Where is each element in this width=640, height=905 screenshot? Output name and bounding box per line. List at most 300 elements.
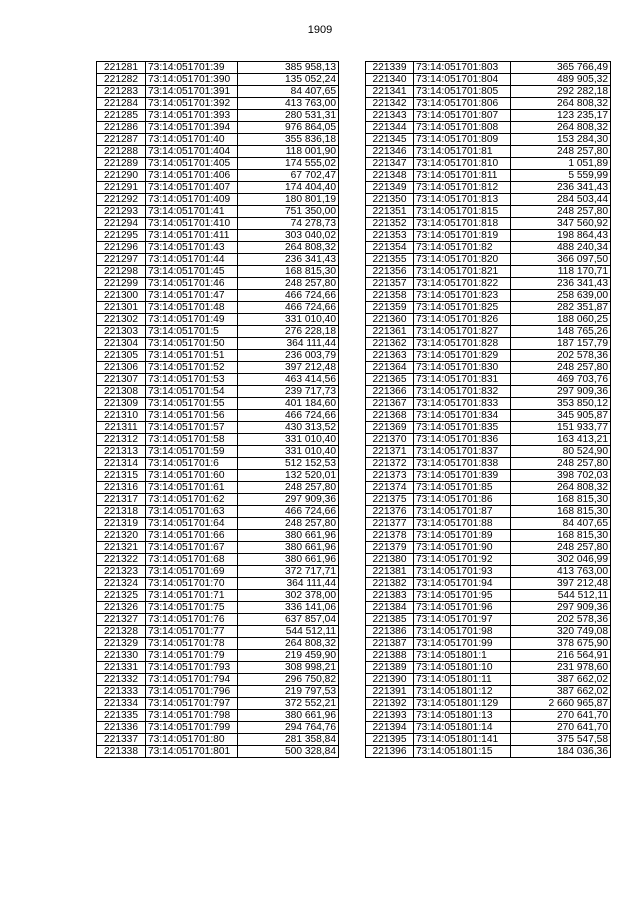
table-row xyxy=(366,218,611,230)
value-cell: 466 724,66 xyxy=(238,302,339,314)
row-number-cell: 221329 xyxy=(97,638,146,650)
value-cell: 544 512,11 xyxy=(238,626,339,638)
row-number-cell: 221340 xyxy=(366,74,414,86)
cadastral-number-cell: 73:14:051701:62 xyxy=(146,494,238,506)
table-row xyxy=(97,242,339,254)
value-cell: 219 459,90 xyxy=(238,650,339,662)
row-number-cell: 221392 xyxy=(366,698,414,710)
table-row xyxy=(97,170,339,182)
row-number-cell: 221366 xyxy=(366,386,414,398)
row-number-cell: 221309 xyxy=(97,398,146,410)
cadastral-number-cell: 73:14:051701:801 xyxy=(146,746,238,758)
row-number-cell: 221384 xyxy=(366,602,414,614)
cadastral-number-cell: 73:14:051701:43 xyxy=(146,242,238,254)
table-row xyxy=(366,278,611,290)
value-cell: 80 524,90 xyxy=(511,446,611,458)
table-row xyxy=(97,218,339,230)
cadastral-number-cell: 73:14:051701:98 xyxy=(414,626,511,638)
cadastral-number-cell: 73:14:051701:808 xyxy=(414,122,511,134)
cadastral-number-cell: 73:14:051701:78 xyxy=(146,638,238,650)
table-row xyxy=(366,146,611,158)
row-number-cell: 221351 xyxy=(366,206,414,218)
table-row xyxy=(97,362,339,374)
cadastral-number-cell: 73:14:051701:80 xyxy=(146,734,238,746)
table-row xyxy=(97,446,339,458)
value-cell: 282 351,87 xyxy=(511,302,611,314)
cadastral-number-cell: 73:14:051701:87 xyxy=(414,506,511,518)
row-number-cell: 221372 xyxy=(366,458,414,470)
row-number-cell: 221288 xyxy=(97,146,146,158)
row-number-cell: 221341 xyxy=(366,86,414,98)
table-row xyxy=(366,434,611,446)
table-row xyxy=(97,86,339,98)
row-number-cell: 221314 xyxy=(97,458,146,470)
row-number-cell: 221393 xyxy=(366,710,414,722)
cadastral-number-cell: 73:14:051701:837 xyxy=(414,446,511,458)
value-cell: 387 662,02 xyxy=(511,674,611,686)
value-cell: 248 257,80 xyxy=(511,458,611,470)
table-row xyxy=(97,230,339,242)
cadastral-number-cell: 73:14:051701:405 xyxy=(146,158,238,170)
table-row xyxy=(366,506,611,518)
row-number-cell: 221349 xyxy=(366,182,414,194)
table-row xyxy=(97,302,339,314)
value-cell: 302 378,00 xyxy=(238,590,339,602)
value-cell: 168 815,30 xyxy=(511,494,611,506)
row-number-cell: 221289 xyxy=(97,158,146,170)
table-row xyxy=(97,482,339,494)
row-number-cell: 221348 xyxy=(366,170,414,182)
value-cell: 74 278,73 xyxy=(238,218,339,230)
table-row xyxy=(97,650,339,662)
cadastral-number-cell: 73:14:051701:45 xyxy=(146,266,238,278)
value-cell: 302 046,99 xyxy=(511,554,611,566)
value-cell: 264 808,32 xyxy=(511,482,611,494)
value-cell: 751 350,00 xyxy=(238,206,339,218)
value-cell: 303 040,02 xyxy=(238,230,339,242)
table-row xyxy=(97,74,339,86)
table-row xyxy=(366,494,611,506)
row-number-cell: 221315 xyxy=(97,470,146,482)
row-number-cell: 221328 xyxy=(97,626,146,638)
value-cell: 292 282,18 xyxy=(511,86,611,98)
row-number-cell: 221355 xyxy=(366,254,414,266)
value-cell: 84 407,65 xyxy=(238,86,339,98)
cadastral-number-cell: 73:14:051801:12 xyxy=(414,686,511,698)
cadastral-number-cell: 73:14:051801:15 xyxy=(414,746,511,758)
row-number-cell: 221331 xyxy=(97,662,146,674)
cadastral-number-cell: 73:14:051801:14 xyxy=(414,722,511,734)
table-row xyxy=(97,458,339,470)
cadastral-number-cell: 73:14:051701:831 xyxy=(414,374,511,386)
value-cell: 239 717,73 xyxy=(238,386,339,398)
row-number-cell: 221332 xyxy=(97,674,146,686)
cadastral-number-cell: 73:14:051701:407 xyxy=(146,182,238,194)
row-number-cell: 221354 xyxy=(366,242,414,254)
table-row xyxy=(97,722,339,734)
table-row xyxy=(366,362,611,374)
cadastral-number-cell: 73:14:051701:803 xyxy=(414,62,511,74)
value-cell: 84 407,65 xyxy=(511,518,611,530)
table-row xyxy=(366,722,611,734)
row-number-cell: 221326 xyxy=(97,602,146,614)
table-row xyxy=(366,674,611,686)
value-cell: 336 141,06 xyxy=(238,602,339,614)
table-row xyxy=(97,626,339,638)
value-cell: 430 313,52 xyxy=(238,422,339,434)
cadastral-number-cell: 73:14:051701:392 xyxy=(146,98,238,110)
value-cell: 198 864,43 xyxy=(511,230,611,242)
value-cell: 174 555,02 xyxy=(238,158,339,170)
value-cell: 163 413,21 xyxy=(511,434,611,446)
table-row xyxy=(366,410,611,422)
row-number-cell: 221333 xyxy=(97,686,146,698)
value-cell: 264 808,32 xyxy=(511,122,611,134)
value-cell: 248 257,80 xyxy=(511,206,611,218)
cadastral-number-cell: 73:14:051701:391 xyxy=(146,86,238,98)
value-cell: 397 212,48 xyxy=(511,578,611,590)
table-row xyxy=(97,662,339,674)
row-number-cell: 221377 xyxy=(366,518,414,530)
value-cell: 168 815,30 xyxy=(511,506,611,518)
row-number-cell: 221357 xyxy=(366,278,414,290)
table-row xyxy=(366,194,611,206)
row-number-cell: 221363 xyxy=(366,350,414,362)
cadastral-number-cell: 73:14:051701:55 xyxy=(146,398,238,410)
row-number-cell: 221325 xyxy=(97,590,146,602)
row-number-cell: 221327 xyxy=(97,614,146,626)
row-number-cell: 221320 xyxy=(97,530,146,542)
table-row xyxy=(366,110,611,122)
row-number-cell: 221339 xyxy=(366,62,414,74)
value-cell: 248 257,80 xyxy=(511,542,611,554)
table-row xyxy=(366,386,611,398)
row-number-cell: 221336 xyxy=(97,722,146,734)
row-number-cell: 221290 xyxy=(97,170,146,182)
row-number-cell: 221302 xyxy=(97,314,146,326)
value-cell: 270 641,70 xyxy=(511,722,611,734)
cadastral-number-cell: 73:14:051701:88 xyxy=(414,518,511,530)
cadastral-number-cell: 73:14:051701:5 xyxy=(146,326,238,338)
cadastral-number-cell: 73:14:051701:89 xyxy=(414,530,511,542)
cadastral-number-cell: 73:14:051701:820 xyxy=(414,254,511,266)
cadastral-number-cell: 73:14:051701:394 xyxy=(146,122,238,134)
table-row xyxy=(366,518,611,530)
table-row xyxy=(366,650,611,662)
value-cell: 398 702,03 xyxy=(511,470,611,482)
cadastral-number-cell: 73:14:051701:825 xyxy=(414,302,511,314)
cadastral-number-cell: 73:14:051701:44 xyxy=(146,254,238,266)
value-cell: 375 547,58 xyxy=(511,734,611,746)
cadastral-number-cell: 73:14:051701:810 xyxy=(414,158,511,170)
cadastral-number-cell: 73:14:051701:805 xyxy=(414,86,511,98)
cadastral-number-cell: 73:14:051701:411 xyxy=(146,230,238,242)
value-cell: 118 001,90 xyxy=(238,146,339,158)
row-number-cell: 221308 xyxy=(97,386,146,398)
cadastral-number-cell: 73:14:051701:58 xyxy=(146,434,238,446)
cadastral-number-cell: 73:14:051701:822 xyxy=(414,278,511,290)
value-cell: 401 184,60 xyxy=(238,398,339,410)
row-number-cell: 221370 xyxy=(366,434,414,446)
cadastral-number-cell: 73:14:051701:68 xyxy=(146,554,238,566)
cadastral-number-cell: 73:14:051701:96 xyxy=(414,602,511,614)
cadastral-number-cell: 73:14:051701:409 xyxy=(146,194,238,206)
value-cell: 236 003,79 xyxy=(238,350,339,362)
row-number-cell: 221358 xyxy=(366,290,414,302)
row-number-cell: 221381 xyxy=(366,566,414,578)
row-number-cell: 221359 xyxy=(366,302,414,314)
cadastral-number-cell: 73:14:051701:93 xyxy=(414,566,511,578)
cadastral-number-cell: 73:14:051701:828 xyxy=(414,338,511,350)
cadastral-number-cell: 73:14:051701:86 xyxy=(414,494,511,506)
cadastral-number-cell: 73:14:051701:69 xyxy=(146,566,238,578)
table-row xyxy=(97,686,339,698)
row-number-cell: 221342 xyxy=(366,98,414,110)
row-number-cell: 221338 xyxy=(97,746,146,758)
value-cell: 320 749,08 xyxy=(511,626,611,638)
row-number-cell: 221323 xyxy=(97,566,146,578)
value-cell: 123 235,17 xyxy=(511,110,611,122)
table-row xyxy=(97,470,339,482)
table-row xyxy=(97,494,339,506)
cadastral-number-cell: 73:14:051701:50 xyxy=(146,338,238,350)
table-row xyxy=(366,602,611,614)
row-number-cell: 221365 xyxy=(366,374,414,386)
table-row xyxy=(366,482,611,494)
table-row xyxy=(97,746,339,758)
cadastral-number-cell: 73:14:051701:77 xyxy=(146,626,238,638)
cadastral-number-cell: 73:14:051701:59 xyxy=(146,446,238,458)
cadastral-number-cell: 73:14:051701:54 xyxy=(146,386,238,398)
table-row xyxy=(97,182,339,194)
table-row xyxy=(366,662,611,674)
row-number-cell: 221387 xyxy=(366,638,414,650)
cadastral-number-cell: 73:14:051701:823 xyxy=(414,290,511,302)
row-number-cell: 221379 xyxy=(366,542,414,554)
value-cell: 976 864,05 xyxy=(238,122,339,134)
table-row xyxy=(366,638,611,650)
cadastral-number-cell: 73:14:051701:410 xyxy=(146,218,238,230)
value-cell: 488 240,34 xyxy=(511,242,611,254)
row-number-cell: 221353 xyxy=(366,230,414,242)
value-cell: 296 750,82 xyxy=(238,674,339,686)
row-number-cell: 221298 xyxy=(97,266,146,278)
table-row xyxy=(366,350,611,362)
value-cell: 132 520,01 xyxy=(238,470,339,482)
row-number-cell: 221345 xyxy=(366,134,414,146)
row-number-cell: 221319 xyxy=(97,518,146,530)
value-cell: 174 404,40 xyxy=(238,182,339,194)
table-row xyxy=(97,734,339,746)
cadastral-number-cell: 73:14:051701:82 xyxy=(414,242,511,254)
table-row xyxy=(366,62,611,74)
register-table-left xyxy=(96,61,339,758)
cadastral-number-cell: 73:14:051701:826 xyxy=(414,314,511,326)
row-number-cell: 221369 xyxy=(366,422,414,434)
table-row xyxy=(97,338,339,350)
table-row xyxy=(366,338,611,350)
cadastral-number-cell: 73:14:051701:832 xyxy=(414,386,511,398)
cadastral-number-cell: 73:14:051701:798 xyxy=(146,710,238,722)
table-row xyxy=(97,614,339,626)
row-number-cell: 221292 xyxy=(97,194,146,206)
page-number: 1909 xyxy=(307,24,333,36)
table-row xyxy=(97,602,339,614)
value-cell: 380 661,96 xyxy=(238,554,339,566)
value-cell: 187 157,79 xyxy=(511,338,611,350)
cadastral-number-cell: 73:14:051701:829 xyxy=(414,350,511,362)
value-cell: 463 414,56 xyxy=(238,374,339,386)
table-row xyxy=(366,458,611,470)
row-number-cell: 221374 xyxy=(366,482,414,494)
row-number-cell: 221368 xyxy=(366,410,414,422)
row-number-cell: 221375 xyxy=(366,494,414,506)
row-number-cell: 221299 xyxy=(97,278,146,290)
value-cell: 236 341,43 xyxy=(238,254,339,266)
row-number-cell: 221317 xyxy=(97,494,146,506)
value-cell: 2 660 965,87 xyxy=(511,698,611,710)
table-row xyxy=(366,206,611,218)
row-number-cell: 221347 xyxy=(366,158,414,170)
value-cell: 202 578,36 xyxy=(511,350,611,362)
cadastral-number-cell: 73:14:051701:838 xyxy=(414,458,511,470)
cadastral-number-cell: 73:14:051701:64 xyxy=(146,518,238,530)
cadastral-number-cell: 73:14:051701:812 xyxy=(414,182,511,194)
row-number-cell: 221307 xyxy=(97,374,146,386)
value-cell: 236 341,43 xyxy=(511,278,611,290)
table-row xyxy=(366,686,611,698)
value-cell: 331 010,40 xyxy=(238,314,339,326)
value-cell: 308 998,21 xyxy=(238,662,339,674)
cadastral-number-cell: 73:14:051701:61 xyxy=(146,482,238,494)
table-row xyxy=(366,86,611,98)
value-cell: 184 036,36 xyxy=(511,746,611,758)
table-row xyxy=(97,374,339,386)
row-number-cell: 221304 xyxy=(97,338,146,350)
row-number-cell: 221312 xyxy=(97,434,146,446)
cadastral-number-cell: 73:14:051701:833 xyxy=(414,398,511,410)
row-number-cell: 221324 xyxy=(97,578,146,590)
cadastral-number-cell: 73:14:051701:57 xyxy=(146,422,238,434)
value-cell: 248 257,80 xyxy=(511,146,611,158)
cadastral-number-cell: 73:14:051701:75 xyxy=(146,602,238,614)
row-number-cell: 221352 xyxy=(366,218,414,230)
table-row xyxy=(366,158,611,170)
cadastral-number-cell: 73:14:051701:797 xyxy=(146,698,238,710)
value-cell: 264 808,32 xyxy=(511,98,611,110)
row-number-cell: 221321 xyxy=(97,542,146,554)
cadastral-number-cell: 73:14:051701:39 xyxy=(146,62,238,74)
table-row xyxy=(97,434,339,446)
table-row xyxy=(366,554,611,566)
table-row xyxy=(97,542,339,554)
value-cell: 258 639,00 xyxy=(511,290,611,302)
value-cell: 380 661,96 xyxy=(238,710,339,722)
cadastral-number-cell: 73:14:051701:92 xyxy=(414,554,511,566)
value-cell: 331 010,40 xyxy=(238,446,339,458)
table-row xyxy=(366,446,611,458)
table-row xyxy=(366,746,611,758)
value-cell: 297 909,36 xyxy=(511,602,611,614)
row-number-cell: 221335 xyxy=(97,710,146,722)
table-row xyxy=(366,74,611,86)
cadastral-number-cell: 73:14:051701:818 xyxy=(414,218,511,230)
cadastral-number-cell: 73:14:051801:10 xyxy=(414,662,511,674)
table-row xyxy=(97,158,339,170)
row-number-cell: 221300 xyxy=(97,290,146,302)
value-cell: 202 578,36 xyxy=(511,614,611,626)
row-number-cell: 221334 xyxy=(97,698,146,710)
row-number-cell: 221310 xyxy=(97,410,146,422)
cadastral-number-cell: 73:14:051701:79 xyxy=(146,650,238,662)
row-number-cell: 221305 xyxy=(97,350,146,362)
value-cell: 364 111,44 xyxy=(238,578,339,590)
value-cell: 231 978,60 xyxy=(511,662,611,674)
value-cell: 353 850,12 xyxy=(511,398,611,410)
cadastral-number-cell: 73:14:051701:47 xyxy=(146,290,238,302)
cadastral-number-cell: 73:14:051701:66 xyxy=(146,530,238,542)
value-cell: 385 958,13 xyxy=(238,62,339,74)
table-row xyxy=(366,122,611,134)
row-number-cell: 221285 xyxy=(97,110,146,122)
row-number-cell: 221294 xyxy=(97,218,146,230)
value-cell: 380 661,96 xyxy=(238,530,339,542)
table-row xyxy=(97,326,339,338)
table-row xyxy=(366,134,611,146)
table-row xyxy=(97,710,339,722)
cadastral-number-cell: 73:14:051701:71 xyxy=(146,590,238,602)
value-cell: 397 212,48 xyxy=(238,362,339,374)
table-row xyxy=(97,530,339,542)
table-row xyxy=(97,674,339,686)
table-row xyxy=(97,350,339,362)
cadastral-number-cell: 73:14:051701:76 xyxy=(146,614,238,626)
cadastral-number-cell: 73:14:051701:51 xyxy=(146,350,238,362)
row-number-cell: 221396 xyxy=(366,746,414,758)
table-row xyxy=(97,98,339,110)
cadastral-number-cell: 73:14:051701:827 xyxy=(414,326,511,338)
row-number-cell: 221382 xyxy=(366,578,414,590)
cadastral-number-cell: 73:14:051701:85 xyxy=(414,482,511,494)
table-row xyxy=(97,590,339,602)
value-cell: 372 552,21 xyxy=(238,698,339,710)
table-row xyxy=(97,422,339,434)
value-cell: 294 764,76 xyxy=(238,722,339,734)
cadastral-number-cell: 73:14:051701:81 xyxy=(414,146,511,158)
row-number-cell: 221376 xyxy=(366,506,414,518)
table-row xyxy=(97,554,339,566)
cadastral-number-cell: 73:14:051701:834 xyxy=(414,410,511,422)
table-row xyxy=(366,182,611,194)
row-number-cell: 221297 xyxy=(97,254,146,266)
row-number-cell: 221322 xyxy=(97,554,146,566)
value-cell: 236 341,43 xyxy=(511,182,611,194)
table-row xyxy=(97,638,339,650)
value-cell: 466 724,66 xyxy=(238,290,339,302)
cadastral-number-cell: 73:14:051701:836 xyxy=(414,434,511,446)
row-number-cell: 221296 xyxy=(97,242,146,254)
row-number-cell: 221383 xyxy=(366,590,414,602)
table-row xyxy=(366,326,611,338)
value-cell: 281 358,84 xyxy=(238,734,339,746)
value-cell: 67 702,47 xyxy=(238,170,339,182)
row-number-cell: 221385 xyxy=(366,614,414,626)
value-cell: 345 905,87 xyxy=(511,410,611,422)
row-number-cell: 221395 xyxy=(366,734,414,746)
value-cell: 413 763,00 xyxy=(511,566,611,578)
cadastral-number-cell: 73:14:051701:813 xyxy=(414,194,511,206)
table-row xyxy=(366,542,611,554)
